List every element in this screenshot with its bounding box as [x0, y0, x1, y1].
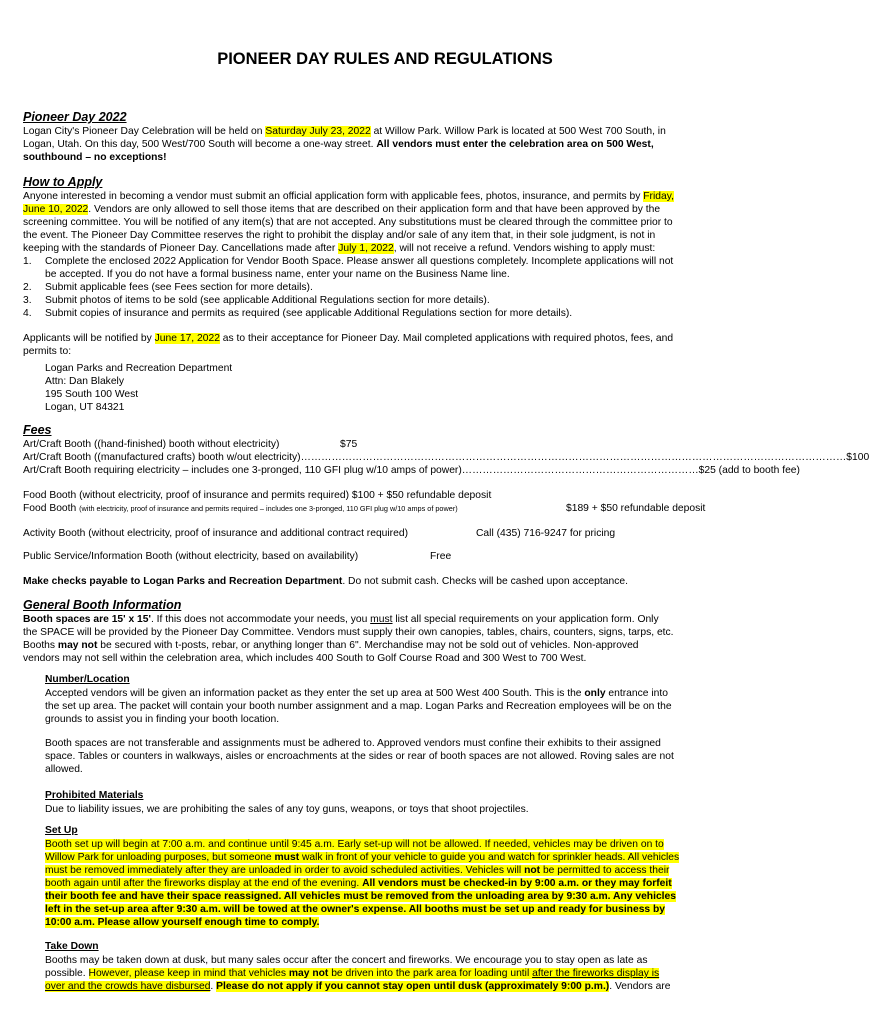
section-heading-fees: Fees [23, 423, 52, 437]
list-item: 2. [23, 282, 32, 293]
mailing-address-line: Logan, UT 84321 [45, 402, 125, 413]
subheading-prohibited-materials: Prohibited Materials [45, 790, 144, 801]
general-line-1: Booth spaces are 15' x 15'. If this does not accommodate your needs, you must list all special requirements on your application form. Only [23, 614, 659, 625]
takedown-line-3: over and the crowds have disbursed. Please do not apply if you cannot stay open until dusk (approximately 9:00 p.m.). Vendors are [45, 981, 671, 992]
payment-instructions: Make checks payable to Logan Parks and Recreation Department. Do not submit cash. Checks will be cashed upon acceptance. [23, 576, 628, 587]
setup-line-3: must be removed immediately after they are unloaded in order to avoid scheduled activities. Vehicles will not be permitted to access their [45, 865, 670, 876]
takedown-line-2: possible. However, please keep in mind that vehicles may not be driven into the park area for loading until after the fireworks display is [45, 968, 660, 979]
mailing-address-line: Attn: Dan Blakely [45, 376, 124, 387]
section-heading-pioneer-day: Pioneer Day 2022 [23, 110, 127, 124]
apply-line-5: keeping with the standards of Pioneer Day. Cancellations made after July 1, 2022, will not receive a refund. Vendors wishing to apply must: [23, 243, 656, 254]
list-item-text: Submit photos of items to be sold (see applicable Additional Regulations section for more details). [45, 295, 490, 306]
setup-line-5: their booth fee and have their space reassigned. All vehicles must be removed from the unloading area by 9:30 a.m. Any vehicles [45, 891, 676, 902]
apply-line-3: screening committee. You will be notified of any item(s) that are not accepted. Any substitutions must be cleared through the committee prior to [23, 217, 673, 228]
list-item: 1. [23, 256, 32, 267]
list-item-text: Complete the enclosed 2022 Application for Vendor Booth Space. Please answer all questions completely. Incomplete applications will not [45, 256, 674, 267]
list-item-text: Submit applicable fees (see Fees section for more details). [45, 282, 313, 293]
apply-line-4: the event. The Pioneer Day Committee reserves the right to prohibit the display and/or sale of any item that, in their sole judgment, is not in [23, 230, 656, 241]
event-date-highlight: Saturday July 23, 2022 [265, 126, 371, 137]
list-item-text: Submit copies of insurance and permits as required (see applicable Additional Regulations section for more details). [45, 308, 573, 319]
number-location-line-1: Accepted vendors will be given an information packet as they enter the set up area at 500 West 400 South. This is the only entrance into [45, 688, 668, 699]
pioneer-day-line-3: southbound – no exceptions! [23, 152, 167, 163]
list-item: 4. [23, 308, 32, 319]
list-item-text: be accepted. If you do not have a formal business name, enter your name on the Business Name line. [45, 269, 510, 280]
booth-rules-line-1: Booth spaces are not transferable and assignments must be adhered to. Approved vendors must confine their exhibits to their assigned [45, 738, 661, 749]
fee-price: $189 + $50 refundable deposit [566, 503, 706, 514]
fee-row-activity: Activity Booth (without electricity, proof of insurance and additional contract required) [23, 528, 408, 539]
setup-line-4: booth again until after the fireworks display at the end of the evening. All vendors must be checked-in by 9:00 a.m. or they may forfeit [45, 878, 672, 889]
subheading-take-down: Take Down [45, 941, 99, 952]
fee-row-art-manufactured: Art/Craft Booth ((manufactured crafts) booth w/out electricity) …………………………………………………………………………………………………………………………………………… $100 [23, 452, 869, 463]
booth-rules-line-2: space. Tables or counters in walkways, aisles or encroachments at the sides or rear of booth spaces are not allowed. Roving sales are not [45, 751, 674, 762]
list-item: 3. [23, 295, 32, 306]
page-title: PIONEER DAY RULES AND REGULATIONS [217, 50, 553, 68]
cancellation-date-highlight: July 1, 2022 [338, 243, 394, 254]
section-heading-how-to-apply: How to Apply [23, 175, 103, 189]
notify-date-highlight: June 17, 2022 [154, 333, 220, 344]
section-heading-general-booth: General Booth Information [23, 598, 182, 612]
general-line-2: the SPACE will be provided by the Pioneer Day Committee. Vendors must supply their own canopies, tables, chairs, counters, signs, tarps, etc. [23, 627, 674, 638]
fee-price: Call (435) 716-9247 for pricing [476, 528, 616, 539]
setup-line-2: Willow Park for unloading purposes, but someone must walk in front of your vehicle to guide you and watch for sprinkler heads. All vehicles [45, 852, 680, 863]
fee-price: $25 (add to booth fee) [698, 465, 800, 476]
pioneer-day-line-1: Logan City's Pioneer Day Celebration will be held on Saturday July 23, 2022 at Willow Park. Willow Park is located at 500 West 700 South, in [23, 126, 666, 137]
pioneer-day-line-2: Logan, Utah. On this day, 500 West/700 South will become a one-way street. All vendors must enter the celebration area on 500 West, [23, 139, 654, 150]
setup-line-1: Booth set up will begin at 7:00 a.m. and continue until 9:45 a.m. Early set-up will not be allowed. If needed, vehicles may be driven on to [45, 839, 664, 850]
fee-row-public-service: Public Service/Information Booth (without electricity, based on availability) [23, 551, 359, 562]
subheading-number-location: Number/Location [45, 674, 130, 685]
fee-price: Free [430, 551, 452, 562]
fee-price: $75 [340, 439, 358, 450]
takedown-line-1: Booths may be taken down at dusk, but many sales occur after the concert and fireworks. We encourage you to stay open as late as [45, 955, 648, 966]
deadline-highlight: June 10, 2022 [23, 204, 89, 215]
fee-price: $100 [846, 452, 869, 463]
notify-line-2: permits to: [23, 346, 72, 357]
apply-line-1: Anyone interested in becoming a vendor must submit an official application form with applicable fees, photos, insurance, and permits by Friday, [23, 191, 674, 202]
apply-line-2: June 10, 2022. Vendors are only allowed to sell those items that are described on their application form and that have been approved by the [23, 204, 661, 215]
number-location-line-2: the set up area. The packet will contain your booth number assignment and a map. Logan Parks and Recreation employees will be on the [45, 701, 672, 712]
mailing-address-line: 195 South 100 West [45, 389, 139, 400]
booth-rules-line-3: allowed. [45, 764, 83, 775]
fee-row-food-electricity: Food Booth (with electricity, proof of insurance and permits required – includes one 3-pronged, 110 GFI plug w/10 amps of power) [23, 503, 458, 514]
notify-line-1: Applicants will be notified by June 17, 2022 as to their acceptance for Pioneer Day. Mail completed applications with required photos, fees, and [23, 333, 674, 344]
setup-line-6: left in the set-up area after 9:30 a.m. will be towed at the owner's expense. All booths must be set up and ready for business by [45, 904, 666, 915]
mailing-address-line: Logan Parks and Recreation Department [45, 363, 233, 374]
fee-row-art-electricity: Art/Craft Booth requiring electricity – includes one 3-pronged, 110 GFI plug w/10 amps of power) …………………………………………………………… $25 (add to booth fee) [23, 465, 800, 476]
prohibited-line-1: Due to liability issues, we are prohibiting the sales of any toy guns, weapons, or toys that shoot projectiles. [45, 804, 529, 815]
number-location-line-3: grounds to assist you in finding your booth location. [45, 714, 280, 725]
fee-row-art-handfinished: Art/Craft Booth ((hand-finished) booth without electricity) [23, 439, 280, 450]
general-line-4: vendors may not sell within the celebration area, which includes 400 South to Golf Course Road and 300 West to 700 West. [23, 653, 587, 664]
setup-line-7: 10:00 a.m. Please allow yourself enough time to comply. [45, 917, 320, 928]
general-line-3: Booths may not be secured with t-posts, rebar, or anything longer than 6". Merchandise may not be sold out of vehicles. Non-approved [23, 640, 639, 651]
subheading-set-up: Set Up [45, 825, 78, 836]
fee-row-food-no-electricity: Food Booth (without electricity, proof of insurance and permits required) $100 + $50 refundable deposit [23, 490, 492, 501]
